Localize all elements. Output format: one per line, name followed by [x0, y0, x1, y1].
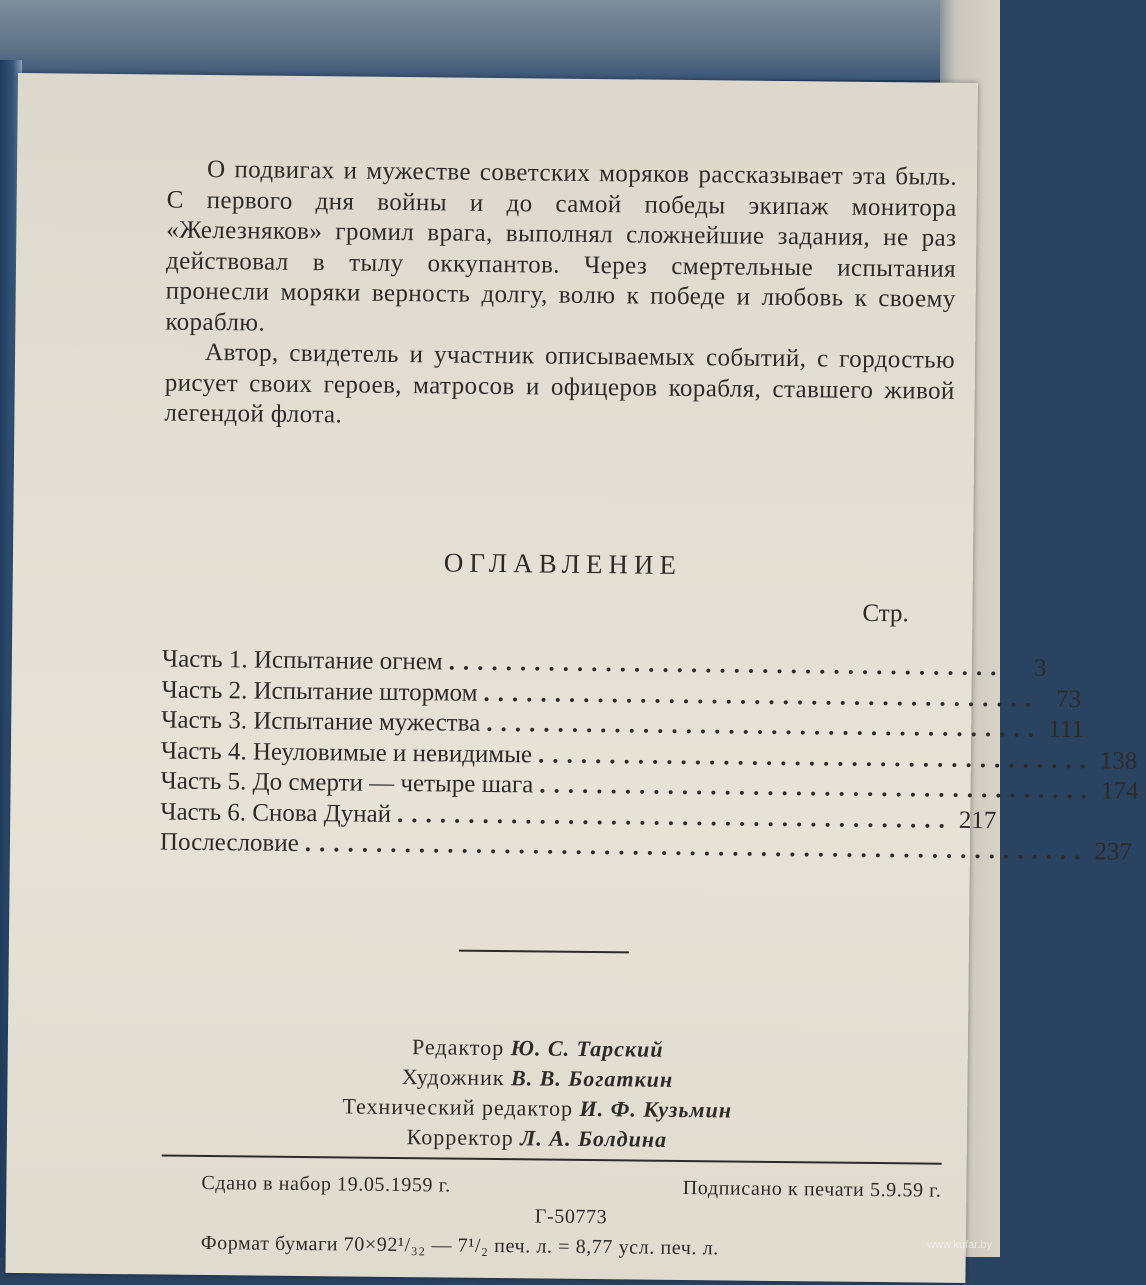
toc-entry-label: Часть 2. Испытание штормом — [161, 676, 478, 707]
toc-entry-label: Послесловие — [159, 828, 299, 857]
book-page — [5, 73, 1139, 1283]
credit-name: Ю. С. Тарский — [510, 1035, 664, 1062]
credit-name: В. В. Богаткин — [510, 1065, 674, 1092]
credit-name: Л. А. Болдина — [520, 1125, 668, 1152]
toc-entry-page: 237 — [1094, 838, 1133, 866]
toc-leader-dots: ....................................... — [396, 800, 953, 834]
imprint-typeset-date: Сдано в набор 19.05.1959 г. — [201, 1171, 451, 1197]
toc-leader-dots: ....................................... — [486, 709, 1043, 743]
toc-entry-label: Часть 4. Неуловимые и невидимые — [160, 737, 533, 768]
toc-title: ОГЛАВЛЕНИЕ — [443, 547, 683, 580]
toc-leader-dots: ....................................... — [539, 771, 1096, 805]
toc-entry-page: 174 — [1100, 777, 1139, 805]
toc-entry-label: Часть 6. Снова Дунай — [160, 798, 392, 828]
toc-entry-page: 217 — [958, 806, 997, 834]
credit-name: И. Ф. Кузьмин — [579, 1095, 733, 1123]
credit-role: Корректор — [406, 1124, 514, 1151]
imprint-code: Г-50773 — [534, 1205, 608, 1229]
annotation-paragraph-2: Автор, свидетель и участник описываемых событий, с гордостью рисует своих героев, матросов и офицеров корабля, ставшего живой легендой флота. — [164, 338, 956, 429]
annotation-text — [164, 155, 957, 438]
credit-role: Технический редактор — [342, 1093, 574, 1121]
toc-entry-page: 111 — [1048, 715, 1085, 744]
section-divider — [459, 950, 629, 954]
toc-leader-dots: ....................................... — [448, 648, 1005, 682]
toc-entry-page: 138 — [1099, 746, 1138, 775]
toc-leader-dots: ....................................... — [537, 740, 1094, 774]
annotation-paragraph-1: О подвигах и мужестве советских моряков рассказывает эта быль. С первого дня войны и до самой победы экипаж монитора «Железняков» громил врага, выполнял сложнейшие задания, не раз действовал в тылу оккупантов. Через смертельные испытания пронесли моряки верность долгу, волю к победе и любовь к своему кораблю. — [165, 155, 958, 337]
imprint-signed-date: Подписано к печати 5.9.59 г. — [682, 1176, 942, 1202]
imprint-format: Формат бумаги 70×92¹/₃₂ — 7¹/₂ печ. л. = 8,77 усл. печ. л. — [200, 1231, 719, 1260]
toc-entry-label: Часть 1. Испытание огнем — [161, 645, 443, 676]
toc-entry-label: Часть 3. Испытание мужества — [161, 706, 481, 737]
credit-role: Редактор — [411, 1034, 505, 1061]
imprint-block — [201, 1168, 942, 1266]
watermark: www.kufar.by — [927, 1239, 992, 1251]
toc-leader-dots: ....................................... — [483, 679, 1040, 713]
table-of-contents — [159, 645, 1139, 867]
toc-leader-dots: ....................................................... — [304, 830, 1089, 866]
toc-entry-label: Часть 5. До смерти — четыре шага — [160, 767, 534, 799]
credit-role: Художник — [401, 1064, 505, 1091]
toc-entry-page: 73 — [1056, 685, 1082, 713]
toc-page-column-label: Стр. — [862, 599, 909, 628]
toc-entry-page: 3 — [1033, 654, 1047, 682]
credits-block — [7, 1028, 1068, 1159]
table-background — [0, 0, 1000, 80]
